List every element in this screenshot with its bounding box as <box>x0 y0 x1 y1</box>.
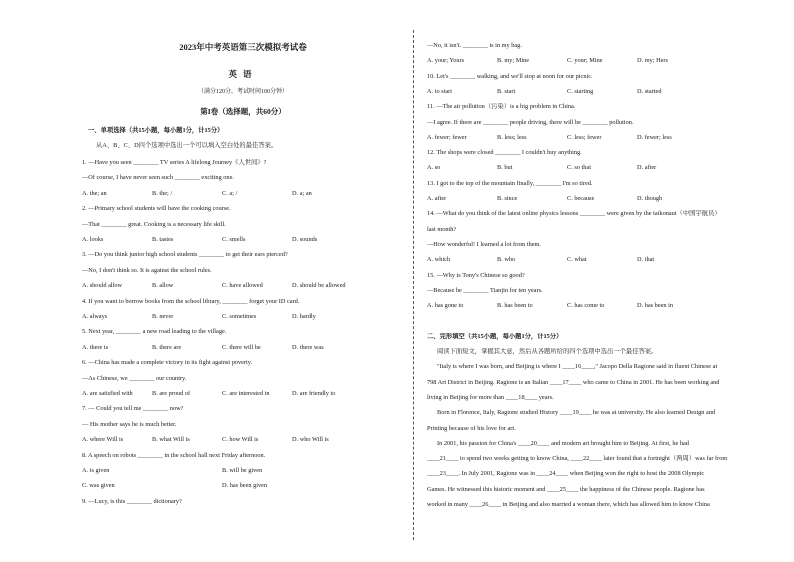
question-line: 2. —Primary school students will have the cooking course. <box>82 205 231 213</box>
answer-option: B. allow <box>152 282 174 290</box>
question-line: 9. —Lucy, is this ________ dictionary? <box>82 497 182 505</box>
answer-option: C. starting <box>567 87 594 95</box>
answer-option: D. that <box>637 256 655 264</box>
question-line: ____21____ to spend two weeks getting to know China, ____22____ later found that a fortnight（两周）was far from <box>427 455 728 463</box>
answer-option: C. a; / <box>222 189 238 197</box>
part-title: 第I卷（选择题，共60分） <box>200 107 286 116</box>
answer-option: B. there are <box>152 343 182 351</box>
question-line: 5. Next year, ________ a new road leading to the village. <box>82 328 227 336</box>
question-line: 4. If you want to borrow books from the school library, ________ forget your ID card. <box>82 297 300 305</box>
answer-option: A. there is <box>82 343 109 351</box>
question-line: 14. —What do you think of the latest online physics lessons ________ were given by the taikonaut（中国宇航员） <box>427 210 721 218</box>
answer-option: D. though <box>637 195 663 202</box>
answer-option: A. the; an <box>82 189 107 197</box>
answer-option: D. there was <box>292 343 324 351</box>
question-line: 8. A speech on robots ________ in the school hall next Friday afternoon. <box>82 451 266 459</box>
column-divider <box>413 30 414 540</box>
answer-option: D. has been given <box>222 482 268 490</box>
answer-option: C. because <box>567 195 595 202</box>
question-line: In 2001, his passion for China's ____20____ and modern art brought him to Beijing. At first, he had <box>437 439 689 447</box>
answer-option: A. your; Yours <box>427 57 465 65</box>
answer-option: D. hardly <box>292 313 316 320</box>
question-line: 1. —Have you seen ________ TV series A lifelong Journey《人世间》? <box>82 159 267 166</box>
question-line: "Italy is where I was born, and Beijing is where I ____16____," Jacopo Della Ragione said in fluent Chinese at <box>437 363 718 371</box>
question-line: worked in many ____26____ in Beijing and also married a woman there, which has allowed him to know China <box>427 501 710 508</box>
answer-option: B. what Will is <box>152 436 190 444</box>
answer-option: C. what <box>567 256 587 264</box>
question-line: 7. — Could you tell me ________ now? <box>82 405 184 413</box>
answer-option: A. should allow <box>82 282 123 290</box>
section1-instruction: 从A、B、C、D四个选项中选出一个可以填入空白处的最佳答案。 <box>96 142 278 149</box>
answer-option: C. smells <box>222 236 246 243</box>
answer-option: C. how Will is <box>222 436 259 444</box>
answer-option: C. there will be <box>222 343 261 351</box>
question-line: ____23____. In July 2001, Ragione was in ____24____ when Beijing won the right to host the 2008 Olympic <box>427 470 705 478</box>
answer-option: D. should be allowed <box>292 282 346 290</box>
answer-option: A. always <box>82 313 108 320</box>
answer-option: D. who Will is <box>292 436 329 444</box>
answer-option: B. since <box>497 195 518 202</box>
section1-heading: 一、单项选择（共15小题，每小题1分，计15分） <box>88 127 224 134</box>
question-line: 阅读下面短文，掌握其大意，然后从各题所给的四个选项中选出一个最佳答案。 <box>437 348 658 355</box>
answer-option: C. sometimes <box>222 313 257 320</box>
answer-option: B. has been to <box>497 302 533 310</box>
question-line: —No, it isn't. ________ is in my bag. <box>427 42 522 49</box>
answer-option: C. so that <box>567 164 591 172</box>
answer-option: B. will be given <box>222 467 263 474</box>
question-line: 二、完形填空（共15小题，每小题1分，计15分） <box>427 332 563 340</box>
question-line: 12. The shops were closed ________ I couldn't buy anything. <box>427 149 582 157</box>
answer-option: B. my; Mine <box>497 57 530 65</box>
exam-info: （满分120分，考试时间100分钟） <box>197 89 288 95</box>
answer-option: B. are proud of <box>152 390 191 397</box>
answer-option: D. my; Hers <box>637 57 668 65</box>
answer-option: B. less; less <box>497 133 527 141</box>
question-line: 798 Art District in Beijing. Ragione is an Italian ____17____ who came to China in 2001. He has been working and <box>427 378 720 386</box>
answer-option: B. but <box>497 164 513 172</box>
question-line: —How wonderful! I learned a lot from them. <box>427 240 542 248</box>
question-line: —Of course, I have never seen such ________ exciting one. <box>82 174 234 182</box>
answer-option: A. fewer; fewer <box>427 133 467 141</box>
answer-option: D. after <box>637 164 657 172</box>
question-line: 15. —Why is Tony's Chinese so good? <box>427 271 525 279</box>
exam-title: 2023年中考英语第三次模拟考试卷 <box>179 42 307 52</box>
answer-option: C. less; fewer <box>567 133 602 141</box>
question-line: —That ________ great. Cooking is a necessary life skill. <box>82 220 226 228</box>
question-line: —Because he ________ Tianjin for ten years. <box>427 286 543 294</box>
question-line: 10. Let's ________ walking, and we'll stop at noon for our picnic. <box>427 72 593 80</box>
answer-option: C. are interested in <box>222 390 270 397</box>
answer-option: A. to start <box>427 87 453 95</box>
answer-option: A. after <box>427 195 447 202</box>
answer-option: D. started <box>637 87 662 95</box>
answer-option: D. has been in <box>637 302 674 310</box>
answer-option: C. have allowed <box>222 282 263 290</box>
answer-option: B. never <box>152 313 174 320</box>
question-line: 13. I got to the top of the mountain finally, ________ I'm so tired. <box>427 179 593 187</box>
question-line: Born in Florence, Italy, Ragione studied History ____19____ he was at university. He also learned Design and <box>437 409 716 417</box>
question-line: Printing because of his love for art. <box>427 424 516 432</box>
question-line: —As Chinese, we ________ our country. <box>82 374 187 382</box>
answer-option: B. start <box>497 87 516 95</box>
answer-option: B. the; / <box>152 189 173 197</box>
question-line: 11. —The air pollution（污染）is a big problem in China. <box>427 103 576 111</box>
exam-subject: 英语 <box>228 69 258 79</box>
answer-option: A. are satisfied with <box>82 390 133 397</box>
answer-option: C. was given <box>82 482 115 490</box>
question-line: —I agree. If there are ________ people driving, there will be ________ pollution. <box>427 118 634 126</box>
answer-option: A. looks <box>82 236 104 243</box>
answer-option: A. which <box>427 256 451 264</box>
answer-option: A. where Will is <box>82 436 124 444</box>
answer-option: B. who <box>497 256 516 264</box>
question-line: living in Beijing for more than ____18____ years. <box>427 393 554 401</box>
answer-option: A. is given <box>82 467 110 474</box>
question-line: last month? <box>427 225 457 233</box>
answer-option: D. a; an <box>292 189 312 197</box>
answer-option: B. tastes <box>152 236 174 243</box>
answer-option: C. has come to <box>567 302 605 310</box>
question-line: Games. He witnessed this historic moment and ____25____ the happiness of the Chinese people. Ragione has <box>427 485 705 493</box>
question-line: 3. —Do you think junior high school students ________ to get their ears pierced? <box>82 251 288 259</box>
answer-option: D. sounds <box>292 236 318 243</box>
answer-option: D. are friendly to <box>292 390 336 397</box>
answer-option: A. has gone to <box>427 302 464 310</box>
answer-option: A. so <box>427 164 441 172</box>
question-line: —No, I don't think so. It is against the school rules. <box>82 266 212 274</box>
question-line: 6. —China has made a complete victory in its fight against poverty. <box>82 359 253 367</box>
answer-option: C. your; Mine <box>567 57 603 65</box>
question-line: — His mother says he is much better. <box>82 420 177 428</box>
answer-option: D. fewer; less <box>637 133 672 141</box>
